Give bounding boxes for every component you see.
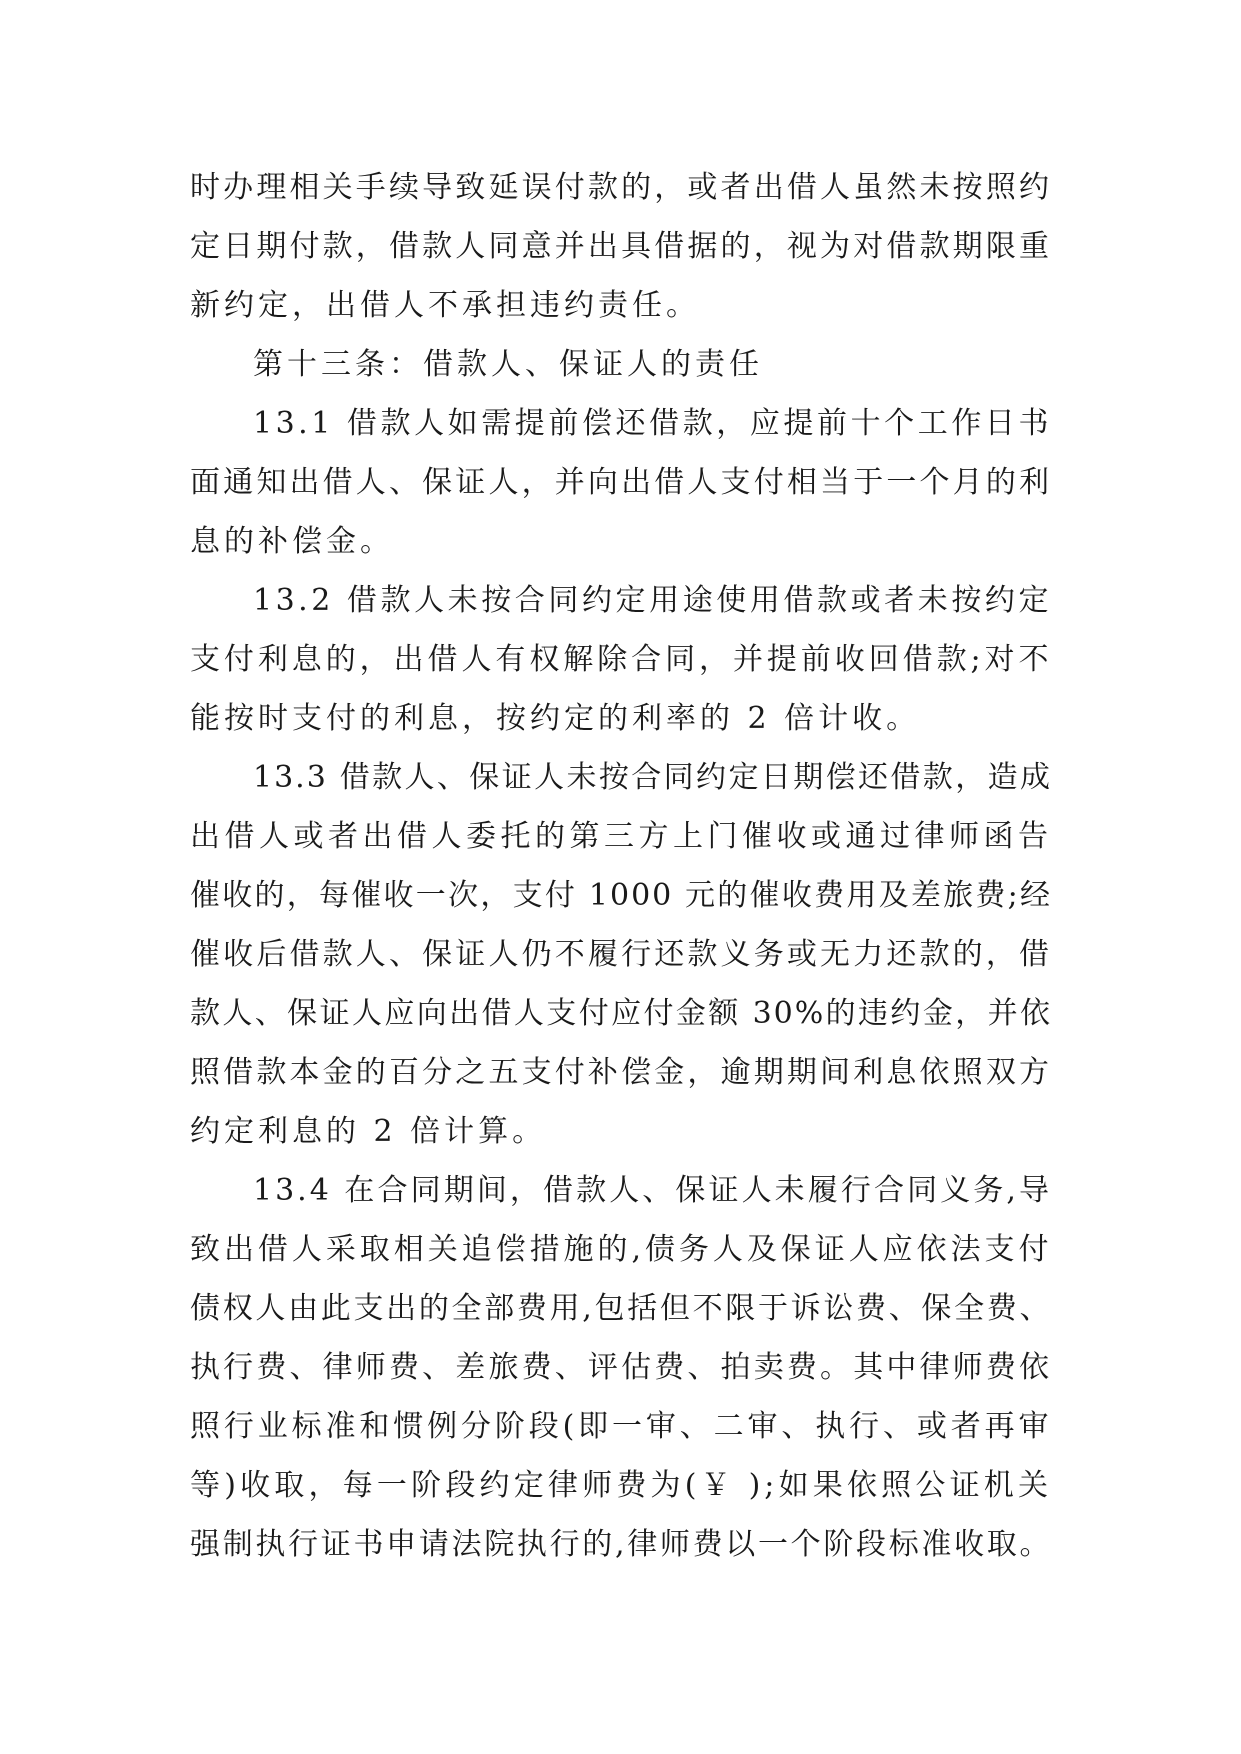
document-page — [190, 158, 1052, 1574]
text-line: 催收的，每催收一次，支付 1000 元的催收费用及差旅费;经 — [190, 878, 1052, 913]
text-line: 强制执行证书申请法院执行的,律师费以一个阶段标准收取。 — [190, 1527, 1052, 1562]
text-line: 出借人或者出借人委托的第三方上门催收或通过律师函告 — [190, 819, 1052, 854]
text-line: 款人、保证人应向出借人支付应付金额 30%的违约金，并依 — [190, 996, 1052, 1031]
text-line: 照借款本金的百分之五支付补偿金，逾期期间利息依照双方 — [190, 1055, 1052, 1090]
text-line: 照行业标准和惯例分阶段(即一审、二审、执行、或者再审 — [190, 1409, 1052, 1444]
text-line: 时办理相关手续导致延误付款的，或者出借人虽然未按照约 — [190, 170, 1052, 205]
text-line: 定日期付款，借款人同意并出具借据的，视为对借款期限重 — [190, 229, 1052, 264]
text-line: 债权人由此支出的全部费用,包括但不限于诉讼费、保全费、 — [190, 1291, 1052, 1326]
article-heading: 第十三条：借款人、保证人的责任 — [253, 347, 763, 382]
text-line: 面通知出借人、保证人，并向出借人支付相当于一个月的利 — [190, 465, 1052, 500]
text-line: 催收后借款人、保证人仍不履行还款义务或无力还款的，借 — [190, 937, 1052, 972]
clause-13-3-start: 13.3 借款人、保证人未按合同约定日期偿还借款，造成 — [253, 760, 1052, 795]
text-line: 新约定，出借人不承担违约责任。 — [190, 288, 700, 323]
text-line: 致出借人采取相关追偿措施的,债务人及保证人应依法支付 — [190, 1232, 1052, 1267]
clause-13-2-start: 13.2 借款人未按合同约定用途使用借款或者未按约定 — [253, 583, 1052, 618]
text-line: 息的补偿金。 — [190, 524, 394, 559]
text-line: 能按时支付的利息，按约定的利率的 2 倍计收。 — [190, 701, 921, 736]
text-line: 约定利息的 2 倍计算。 — [190, 1114, 547, 1149]
clause-13-1-start: 13.1 借款人如需提前偿还借款，应提前十个工作日书 — [253, 406, 1052, 441]
text-line: 执行费、律师费、差旅费、评估费、拍卖费。其中律师费依 — [190, 1350, 1052, 1385]
text-line: 支付利息的，出借人有权解除合同，并提前收回借款;对不 — [190, 642, 1052, 677]
text-line: 等)收取，每一阶段约定律师费为(￥ );如果依照公证机关 — [190, 1468, 1052, 1503]
clause-13-4-start: 13.4 在合同期间，借款人、保证人未履行合同义务,导 — [253, 1173, 1052, 1208]
